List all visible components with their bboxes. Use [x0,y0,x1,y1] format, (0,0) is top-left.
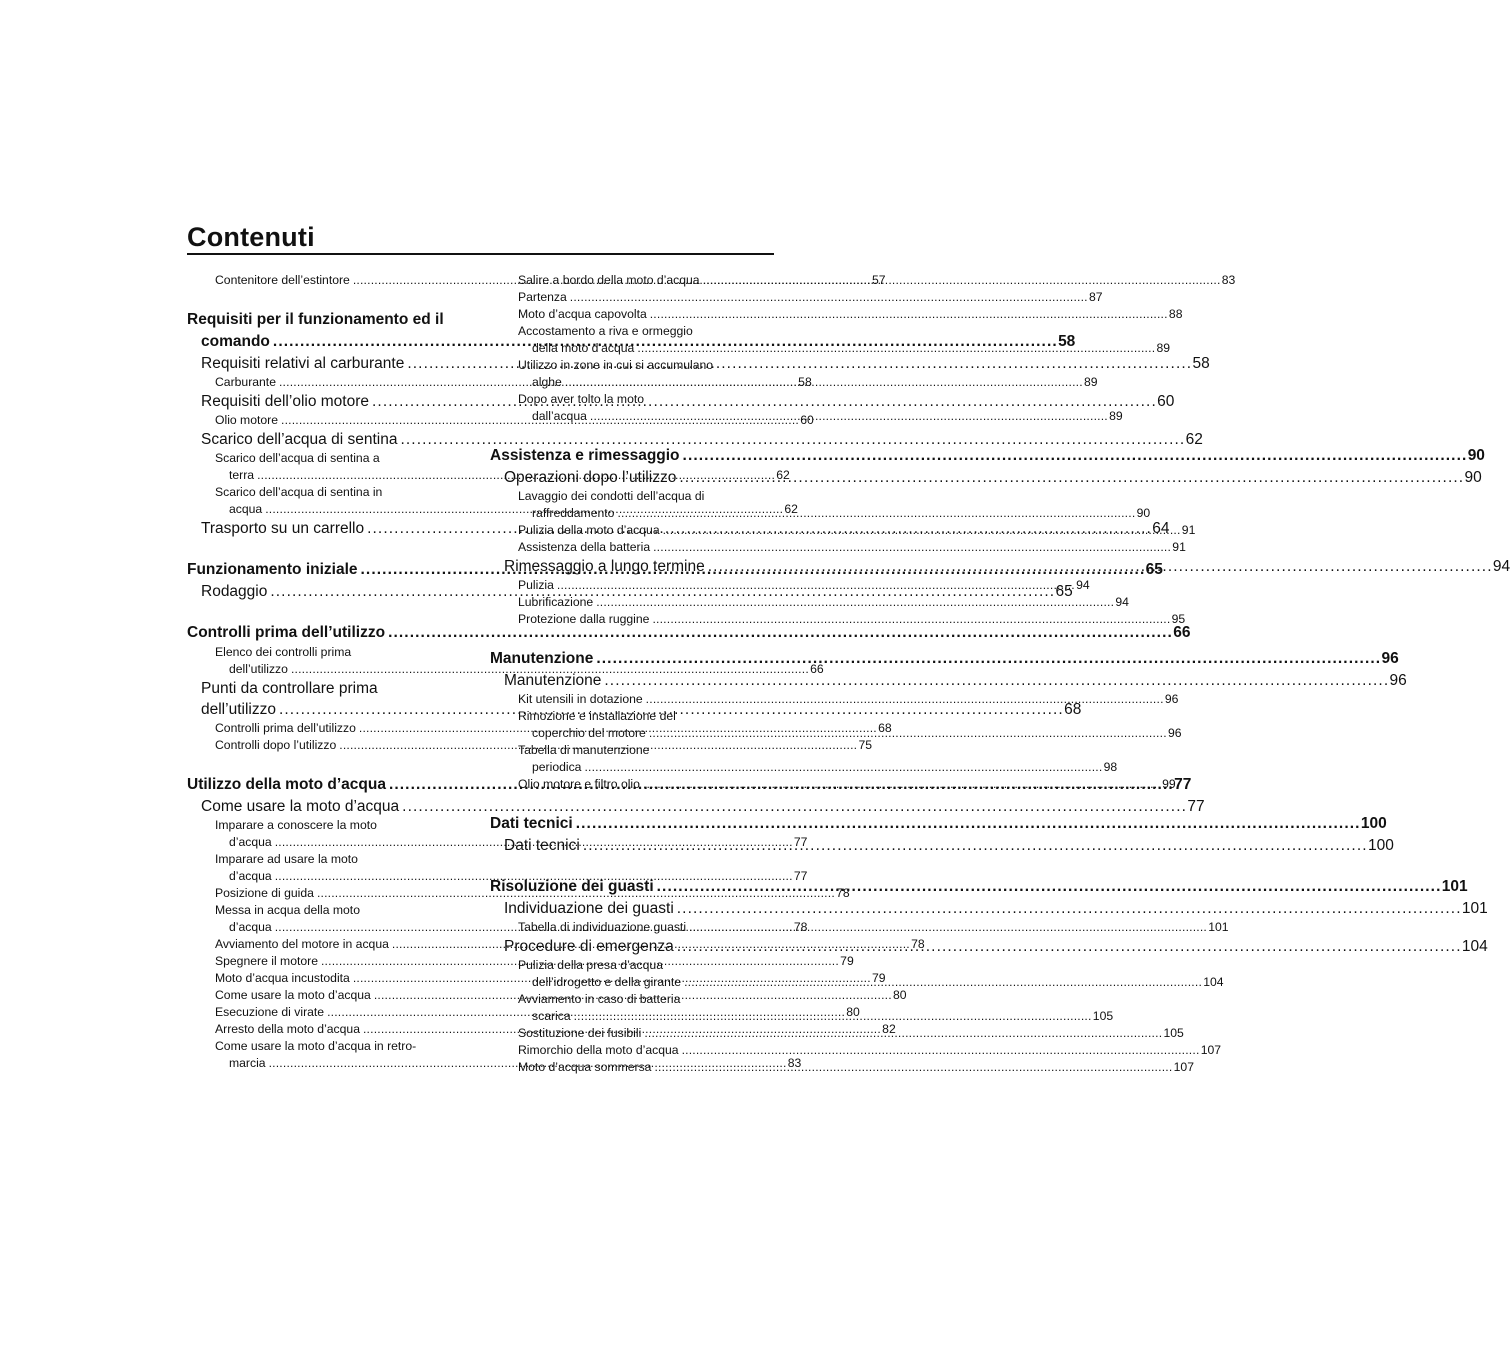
toc-entry[interactable] [490,898,1488,919]
toc-entry-label: Avviamento del motore in acqua [215,937,389,951]
toc-page-number: 77 [1187,798,1205,815]
toc-entry-label: Come usare la moto d’acqua [215,988,371,1002]
toc-entry-label: Requisiti relativi al carburante [201,355,405,372]
toc-entry-label: Rodaggio [201,583,268,600]
toc-entry-label: Imparare ad usare la moto [215,852,358,866]
toc-page-number: 90 [1464,469,1482,486]
toc-entry-label: Procedure di emergenza [504,938,674,955]
toc-page-number: 79 [840,954,854,968]
toc-entry[interactable] [490,691,1179,708]
toc-entry-label: Posizione di guida [215,886,314,900]
toc-entry-label: Controlli prima dell’utilizzo [187,624,386,641]
toc-page-number: 96 [1381,650,1399,667]
toc-page-number: 89 [1084,375,1098,389]
toc-entry-label: Accostamento a riva e ormeggio [518,324,693,338]
toc-page-number: 62 [1185,431,1203,448]
toc-entry-label: Funzionamento iniziale [187,561,358,578]
toc-entry-label: Carburante [215,375,276,389]
toc-page-number: 101 [1441,878,1468,895]
toc-entry-label: d’acqua [229,869,272,883]
toc-entry[interactable] [490,306,1183,323]
toc-entry-label: Utilizzo della moto d’acqua [187,776,386,793]
toc-entry-label: Contenitore dell’estintore [215,273,350,287]
toc-entry-label: Scarico dell’acqua di sentina [201,431,398,448]
toc-page-number: 66 [1173,624,1191,641]
dot-leader [574,1009,1090,1023]
toc-page-number: 58 [798,375,812,389]
toc-page-number: 62 [784,502,798,516]
toc-page-number: 101 [1208,920,1229,934]
toc-page-number: 83 [787,1056,802,1070]
toc-entry-label: dell’utilizzo [229,662,288,676]
toc-entry-label: Tabella di manutenzione [518,743,650,757]
toc-entry-label: Dopo aver tolto la moto [518,392,645,406]
toc-page-number: 96 [1164,692,1179,706]
toc-entry-label: Come usare la moto d’acqua [201,798,400,815]
toc-page-number: 100 [1360,815,1387,832]
toc-entry-label: Tabella di individuazione guasti [518,920,687,934]
toc-page-number: 78 [793,920,808,934]
toc-entry-label: Moto d’acqua capovolta [518,307,647,321]
toc-entry[interactable] [490,776,1176,793]
dot-leader [557,578,1073,592]
toc-page-number: 75 [858,738,873,752]
toc-page-number: 90 [1467,447,1485,464]
dot-leader [677,900,1459,917]
dot-leader [590,409,1106,423]
toc-entry[interactable] [187,429,1203,450]
toc-page-number: 58 [1058,333,1076,350]
toc-entry-label: Come usare la moto d’acqua in retro- [215,1039,417,1053]
dot-leader [654,1060,1170,1074]
toc-entry-label: Messa in acqua della moto [215,903,360,917]
toc-entry-label: Protezione dalla ruggine [518,612,650,626]
toc-entry[interactable] [490,813,1387,835]
dot-leader [649,726,1165,740]
toc-entry-label: marcia [229,1056,266,1070]
dot-leader [679,469,1461,486]
toc-entry[interactable] [187,851,808,885]
toc-page-number: 91 [1172,540,1186,554]
toc-entry-label: Pulizia [518,578,554,592]
toc-entry-label: Elenco dei controlli prima [215,645,352,659]
toc-entry-label: Punti da controllare prima [201,680,378,697]
toc-entry-label: raffreddamento [532,506,615,520]
toc-page-number: 91 [1181,523,1196,537]
toc-entry-label: Olio motore e filtro olio [518,777,640,791]
dot-leader [643,777,1159,791]
toc-page-number: 101 [1461,900,1488,917]
toc-page-number: 107 [1173,1060,1194,1074]
toc-entry-label: Arresto della moto d’acqua [215,1022,360,1036]
toc-entry-label: Scarico dell’acqua di sentina in [215,485,383,499]
toc-page-number: 77 [793,869,808,883]
toc-entry-label: Assistenza della batteria [518,540,651,554]
dot-leader [677,938,1459,955]
dot-leader [644,1026,1160,1040]
toc-entry-label: Risoluzione dei guasti [490,878,654,895]
toc-page-number: 94 [1115,595,1129,609]
toc-entry-label: Rimessaggio a lungo termine [504,558,705,575]
toc-entry-label: Trasporto su un carrello [201,520,365,537]
toc-entry-label: Individuazione dei guasti [504,900,674,917]
dot-leader [576,815,1358,832]
toc-entry-label: dell’utilizzo [201,701,276,718]
toc-entry[interactable] [187,622,1191,644]
toc-page-number: 96 [1389,672,1407,689]
title-divider [187,253,774,255]
toc-page-number: 89 [1156,341,1171,355]
toc-page-number: 77 [793,835,808,849]
toc-page-number: 88 [1168,307,1183,321]
toc-entry[interactable] [490,445,1485,467]
toc-entry-label: Pulizia della presa d’acqua [518,958,663,972]
toc-entry-label: Assistenza e rimessaggio [490,447,680,464]
toc-page-number: 80 [846,1005,860,1019]
toc-entry-label: Partenza [518,290,567,304]
toc-entry[interactable] [490,611,1186,628]
toc-entry-label: Sostituzione dei fusibili [518,1026,642,1040]
toc-entry-label: Rimorchio della moto d’acqua [518,1043,679,1057]
toc-page-number: 65 [1145,561,1163,578]
dot-leader [653,540,1169,554]
toc-page-number: 60 [800,413,814,427]
toc-page-number: 105 [1163,1026,1184,1040]
toc-entry-label: Lavaggio dei condotti dell’acqua di [518,489,705,503]
toc-entry-label: Olio motore [215,413,278,427]
dot-leader [650,307,1166,321]
toc-page-number: 77 [1174,776,1192,793]
toc-page-number: 104 [1203,975,1224,989]
toc-page-number: 87 [1088,290,1103,304]
toc-page-number: 94 [1492,558,1510,575]
toc-page-number: 64 [1152,520,1170,537]
toc-entry-label: alghe [532,375,562,389]
toc-page-number: 80 [893,988,907,1002]
toc-page-number: 83 [1221,273,1236,287]
toc-entry-label: Rimozione e installazione del [518,709,676,723]
toc-page-number: 57 [872,273,886,287]
dot-leader [583,837,1365,854]
toc-entry-label: Requisiti dell’olio motore [201,393,369,410]
dot-leader [570,290,1086,304]
toc-page-number: 78 [836,886,850,900]
toc-entry-label: Lubrificazione [518,595,594,609]
toc-entry-label: Manutenzione [504,672,602,689]
dot-leader [604,672,1386,689]
toc-page-number: 99 [1162,777,1176,791]
toc-entry-label: della moto d’acqua [532,341,635,355]
dot-leader [684,975,1200,989]
toc-entry-label: Spegnere il motore [215,954,318,968]
toc-entry-label: Controlli prima dell’utilizzo [215,721,356,735]
dot-leader [565,375,1081,389]
toc-entry[interactable] [490,670,1407,691]
dot-leader [637,341,1153,355]
toc-page-number: 105 [1092,1009,1114,1023]
toc-page-number: 104 [1461,938,1488,955]
toc-page-number: 58 [1192,355,1210,372]
dot-leader [663,523,1179,537]
toc-entry-label: acqua [229,502,263,516]
toc-entry-label: dell’idrogetto e della girante [532,975,682,989]
toc-entry-label: terra [229,468,255,482]
toc-entry-label: Utilizzo in zone in cui si accumulano [518,358,714,372]
toc-entry-label: Imparare a conoscere la moto [215,818,377,832]
toc-entry[interactable] [490,594,1129,611]
toc-page-number: 60 [1157,393,1175,410]
dot-leader [584,760,1100,774]
toc-page-number: 95 [1171,612,1186,626]
toc-page-number: 98 [1103,760,1118,774]
toc-entry[interactable] [490,1042,1222,1059]
dot-leader [646,692,1162,706]
dot-leader [682,1043,1198,1057]
toc-entry-label: Avviamento in caso di batteria [518,992,681,1006]
toc-page-number: 79 [872,971,886,985]
dot-leader [652,612,1168,626]
toc-entry-label: Dati tecnici [504,837,580,854]
toc-entry-label: Manutenzione [490,650,594,667]
toc-page-number: 90 [1136,506,1151,520]
toc-page-number: 65 [1055,583,1073,600]
toc-entry-label: d’acqua [229,920,272,934]
toc-page-number: 68 [1064,701,1082,718]
toc-page-number: 62 [776,468,790,482]
toc-page-number: 96 [1168,726,1182,740]
dot-leader [596,595,1112,609]
toc-entry-label: coperchio del motore [532,726,646,740]
toc-page-number: 68 [878,721,892,735]
toc-entry[interactable] [490,289,1103,306]
toc-page-number: 66 [810,662,824,676]
toc-entry-label: Dati tecnici [490,815,573,832]
toc-entry-label: comando [201,333,270,350]
toc-entry-label: d’acqua [229,835,272,849]
toc-entry-label: Moto d’acqua sommersa [518,1060,652,1074]
toc-entry-label: Controlli dopo l’utilizzo [215,738,337,752]
toc-entry-label: Esecuzione di virate [215,1005,325,1019]
toc-entry-label: Pulizia della moto d’acqua [518,523,660,537]
toc-page-number: 94 [1076,578,1090,592]
toc-page-number: 89 [1109,409,1123,423]
dot-leader [689,920,1205,934]
toc-page-number: 107 [1200,1043,1222,1057]
toc-page-number: 78 [911,937,925,951]
toc-entry-label: Moto d’acqua incustodita [215,971,350,985]
toc-entry-label: Scarico dell’acqua di sentina a [215,451,380,465]
toc-entry-label: periodica [532,760,582,774]
page-title: Contenuti [187,222,315,252]
dot-leader [617,506,1133,520]
toc-entry[interactable] [187,796,1205,817]
dot-leader [657,878,1439,895]
toc-entry-label: dall’acqua [532,409,587,423]
dot-leader [683,447,1465,464]
toc-entry-label: Operazioni dopo l’utilizzo [504,469,677,486]
toc-page-number: 82 [882,1022,896,1036]
toc-entry-label: Salire a bordo della moto d’acqua [518,273,700,287]
toc-entry-label: scarica [532,1009,571,1023]
dot-leader [596,650,1378,667]
dot-leader [708,558,1490,575]
dot-leader [703,273,1219,287]
toc-page-number: 100 [1367,837,1394,854]
toc-entry[interactable] [490,539,1186,556]
toc-entry-label: Requisiti per il funzionamento ed il [187,311,444,328]
toc-entry-label: Kit utensili in dotazione [518,692,643,706]
